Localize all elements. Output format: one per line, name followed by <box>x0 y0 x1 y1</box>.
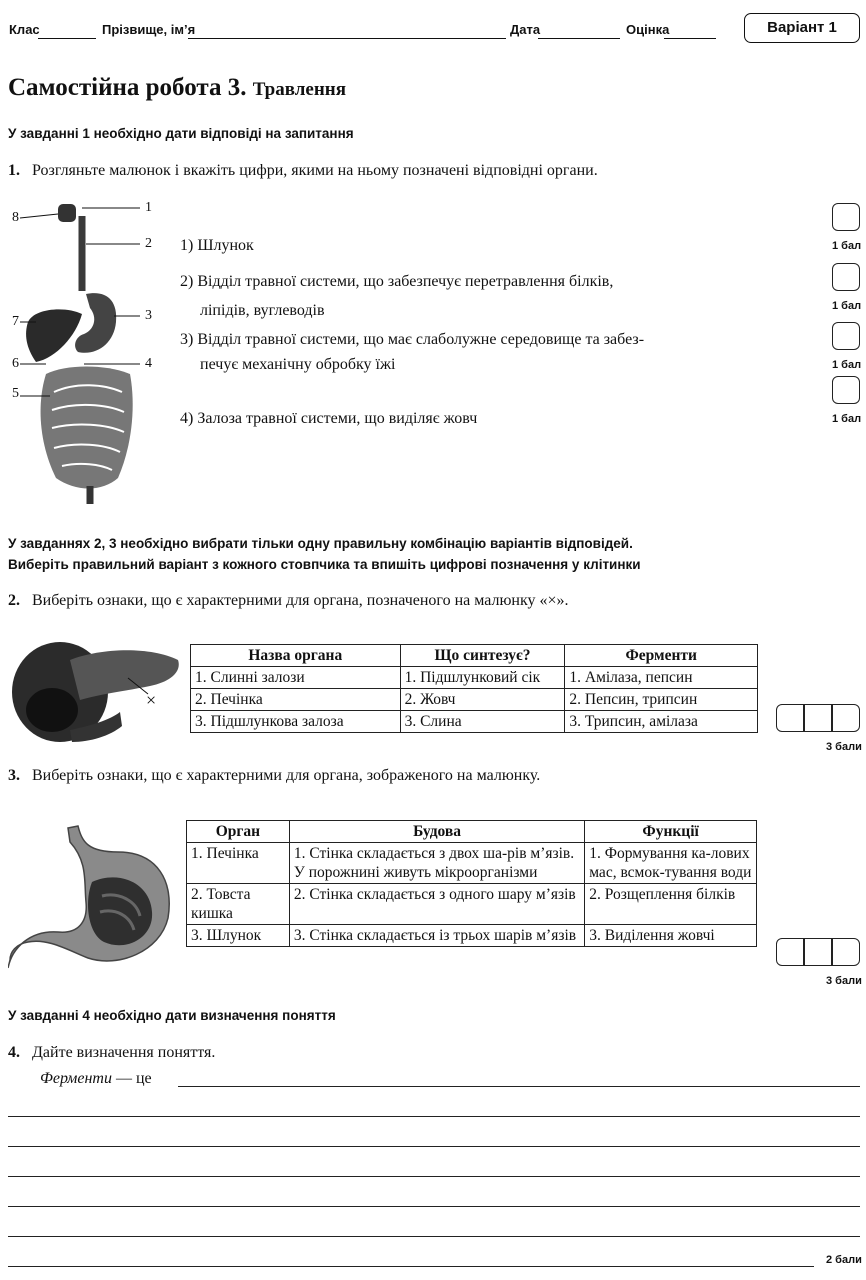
answer-box-3-3[interactable] <box>832 938 860 966</box>
digestive-system-figure <box>6 196 166 508</box>
points-1-4: 1 бал <box>832 413 862 425</box>
section1-instruction: У завданні 1 необхідно дати відповіді на запитання <box>8 126 354 141</box>
pancreas-shape <box>70 650 179 700</box>
pointer-8 <box>20 214 58 218</box>
task1-number: 1. <box>8 162 20 179</box>
task3-header-cell: Будова <box>289 821 584 843</box>
task3-number: 3. <box>8 767 20 784</box>
table-cell: 3. Трипсин, амілаза <box>565 711 758 733</box>
task3-header-cell: Орган <box>187 821 290 843</box>
pancreas-head-shape <box>26 688 78 732</box>
liver-shape <box>26 309 82 362</box>
task1-item-4 <box>180 407 477 430</box>
table-cell: 2. Печінка <box>191 689 401 711</box>
table-cell: 1. Формування ка-лових мас, всмок-тування води <box>585 843 757 884</box>
task4-question <box>8 1044 215 1062</box>
task2-header-cell: Назва органа <box>191 645 401 667</box>
answer-box-2-3[interactable] <box>832 704 860 732</box>
answer-line-2[interactable] <box>8 1116 860 1117</box>
table-cell: 2. Стінка складається з одного шару м’язів <box>289 884 584 925</box>
x-mark: × <box>146 690 157 710</box>
points-1-3: 1 бал <box>832 359 862 371</box>
figure-label-3: 3 <box>145 308 152 323</box>
answer-box-3-2[interactable] <box>804 938 832 966</box>
table-cell: 2. Розщеплення білків <box>585 884 757 925</box>
points-1-1: 1 бал <box>832 240 862 252</box>
answer-line-7[interactable] <box>8 1266 814 1267</box>
grade-input-line[interactable] <box>664 38 716 39</box>
table-cell: 3. Виділення жовчі <box>585 925 757 947</box>
task4-number: 4. <box>8 1044 20 1061</box>
name-input-line[interactable] <box>188 38 506 39</box>
points-3: 3 бали <box>826 975 862 987</box>
section2-instruction-line1: У завданнях 2, 3 необхідно вибрати тільки одну правильну комбінацію варіантів відповідей. <box>8 536 633 551</box>
table-row <box>187 843 757 884</box>
answer-box-2-1[interactable] <box>776 704 804 732</box>
class-label: Клас <box>9 22 40 37</box>
answer-line-6[interactable] <box>8 1236 860 1237</box>
answer-line-5[interactable] <box>8 1206 860 1207</box>
figure-label-1: 1 <box>145 200 152 215</box>
task3-text: Виберіть ознаки, що є характерними для органа, зображеного на малюнку. <box>32 767 541 784</box>
task1-item-2-line2: ліпідів, вуглеводів <box>200 302 325 319</box>
answer-box-1-2[interactable] <box>832 263 860 291</box>
task3-question <box>8 767 540 785</box>
date-input-line[interactable] <box>538 38 620 39</box>
table-cell: 3. Слина <box>400 711 565 733</box>
answer-line-3[interactable] <box>8 1146 860 1147</box>
task1-item-4-line1: 4) Залоза травної системи, що виділяє жовч <box>180 410 478 427</box>
class-input-line[interactable] <box>38 38 96 39</box>
page-title <box>8 74 346 102</box>
points-4: 2 бали <box>826 1254 862 1266</box>
points-2: 3 бали <box>826 741 862 753</box>
variant-badge: Варіант 1 <box>744 13 860 43</box>
table-cell: 2. Пепсин, трипсин <box>565 689 758 711</box>
title-sub: Травлення <box>252 79 347 100</box>
task4-term-line <box>40 1070 152 1088</box>
answer-line-1[interactable] <box>178 1086 860 1087</box>
answer-box-1-4[interactable] <box>832 376 860 404</box>
figure-label-8: 8 <box>12 210 19 225</box>
task3-table <box>186 820 757 947</box>
table-cell: 1. Підшлунковий сік <box>400 667 565 689</box>
task1-item-1-line1: 1) Шлунок <box>180 237 254 254</box>
section3-instruction: У завданні 4 необхідно дати визначення поняття <box>8 1008 336 1023</box>
answer-line-4[interactable] <box>8 1176 860 1177</box>
task4-text: Дайте визначення поняття. <box>32 1044 216 1061</box>
table-row <box>191 711 758 733</box>
table-row <box>187 884 757 925</box>
table-cell: 2. Товста кишка <box>187 884 290 925</box>
table-cell: 1. Слинні залози <box>191 667 401 689</box>
answer-box-3-1[interactable] <box>776 938 804 966</box>
answer-box-2-2[interactable] <box>804 704 832 732</box>
table-cell: 2. Жовч <box>400 689 565 711</box>
task2-question <box>8 592 569 610</box>
task2-header-cell: Ферменти <box>565 645 758 667</box>
task1-question <box>8 162 598 180</box>
figure-label-2: 2 <box>145 236 152 251</box>
date-label: Дата <box>510 22 541 37</box>
task2-table <box>190 644 758 733</box>
grade-label: Оцінка <box>626 22 670 37</box>
mouth-shape <box>58 204 76 222</box>
stomach-figure <box>8 822 180 972</box>
answer-box-1-1[interactable] <box>832 203 860 231</box>
task1-item-3-line1: 3) Відділ травної системи, що має слаболужне середовище та забез- <box>180 331 645 348</box>
table-cell: 1. Стінка складається з двох ша-рів м’язів. У порожнині живуть мікроорганізми <box>289 843 584 884</box>
table-row <box>191 667 758 689</box>
task1-item-2-line1: 2) Відділ травної системи, що забезпечує перетравлення білків, <box>180 273 614 290</box>
answer-box-1-3[interactable] <box>832 322 860 350</box>
table-cell: 3. Підшлункова залоза <box>191 711 401 733</box>
table-cell: 1. Печінка <box>187 843 290 884</box>
pancreas-figure <box>10 630 182 746</box>
task1-item-2 <box>180 270 613 322</box>
table-row <box>187 925 757 947</box>
table-cell: 1. Амілаза, пепсин <box>565 667 758 689</box>
figure-label-6: 6 <box>12 356 19 371</box>
title-main: Самостійна робота 3. <box>8 74 247 101</box>
stomach-shape <box>75 293 116 353</box>
points-1-2: 1 бал <box>832 300 862 312</box>
section2-instruction-line2: Виберіть правильний варіант з кожного стовпчика та впишіть цифрові позначення у клітинки <box>8 557 641 572</box>
figure-label-4: 4 <box>145 356 152 371</box>
task4-term: Ферменти <box>40 1070 112 1087</box>
task3-header-row <box>187 821 757 843</box>
task1-item-3 <box>180 328 644 376</box>
task2-header-cell: Що синтезує? <box>400 645 565 667</box>
task1-item-1 <box>180 234 254 257</box>
figure-label-7: 7 <box>12 314 19 329</box>
task2-number: 2. <box>8 592 20 609</box>
task2-header-row <box>191 645 758 667</box>
name-label: Прізвище, ім’я <box>102 22 196 37</box>
table-cell: 3. Шлунок <box>187 925 290 947</box>
table-cell: 3. Стінка складається із трьох шарів м’язів <box>289 925 584 947</box>
task3-header-cell: Функції <box>585 821 757 843</box>
task1-text: Розгляньте малюнок і вкажіть цифри, якими на ньому позначені відповідні органи. <box>32 162 598 179</box>
table-row <box>191 689 758 711</box>
task1-item-3-line2: печує механічну обробку їжі <box>200 356 396 373</box>
figure-label-5: 5 <box>12 386 19 401</box>
task2-text: Виберіть ознаки, що є характерними для органа, позначеного на малюнку «×». <box>32 592 569 609</box>
task4-dash: — це <box>115 1070 152 1087</box>
